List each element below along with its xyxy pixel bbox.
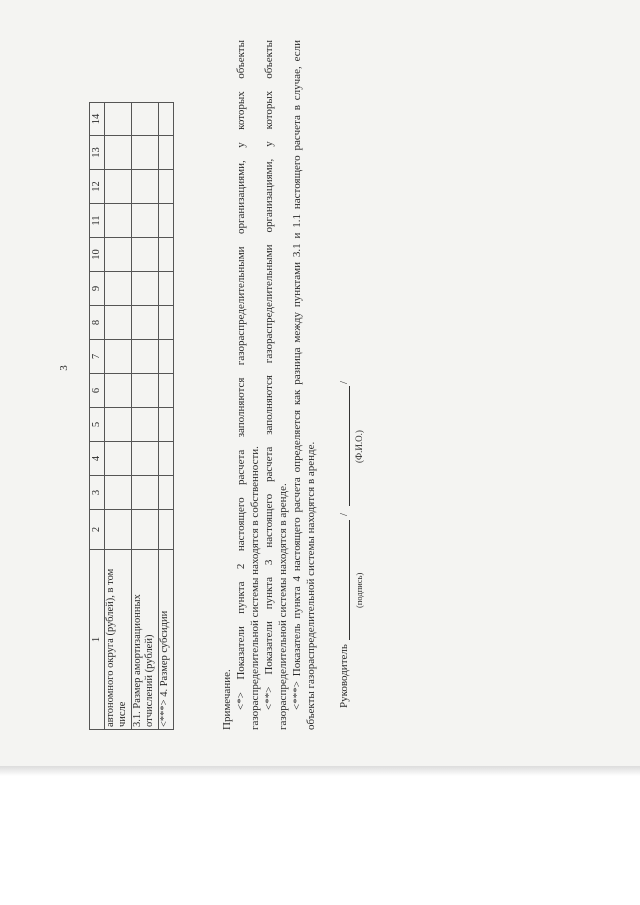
notes-section [220,40,318,730]
column-header: 4 [90,442,105,476]
signature-line [349,520,350,640]
row-label: 3.1. Размер амортизационных отчислений (рублей) [132,550,159,730]
slash-divider: / [338,380,350,384]
column-header: 11 [90,204,105,238]
table-row [159,103,174,730]
name-caption: (Ф.И.О.) [354,430,364,463]
column-header: 10 [90,238,105,272]
note-item: <***> Показатель пункта 4 настоящего расчета определяется как разница между пунктами 3.1 и 1.1 настоящего расчета в случае, если объекты газораспределительной системы находятся в аренде. [291,40,317,730]
notes-title: Примечание. [221,669,233,730]
signature-caption: (подпись) [354,572,364,608]
table-header-row [90,103,105,730]
column-header: 3 [90,476,105,510]
page-edge-shadow [0,766,640,776]
column-header: 8 [90,306,105,340]
signature-label: Руководитель [338,644,350,708]
column-header: 6 [90,374,105,408]
signature-block [338,308,378,708]
column-header: 5 [90,408,105,442]
calculation-table [89,102,174,730]
note-item: <*> Показатели пункта 2 настоящего расчета заполняются газораспределительными организациями, у которых объекты газораспределительной системы находятся в собственности. [235,40,261,730]
column-header: 2 [90,510,105,550]
table-row [132,103,159,730]
column-header: 12 [90,170,105,204]
table-row [105,103,132,730]
rotated-page-content [20,0,620,760]
column-header: 1 [90,550,105,730]
column-header: 9 [90,272,105,306]
note-item: <**> Показатели пункта 3 настоящего расчета заполняются газораспределительными организациями, у которых объекты газораспределительной системы находятся в аренде. [263,40,289,730]
column-header: 7 [90,340,105,374]
column-header: 14 [90,103,105,136]
row-label: <***> 4. Размер субсидии [159,550,174,730]
page-number: 3 [58,365,70,371]
column-header: 13 [90,136,105,170]
name-line [349,386,350,506]
row-label: автономного округа (рублей), в том числе [105,550,132,730]
slash-divider: / [338,512,350,516]
